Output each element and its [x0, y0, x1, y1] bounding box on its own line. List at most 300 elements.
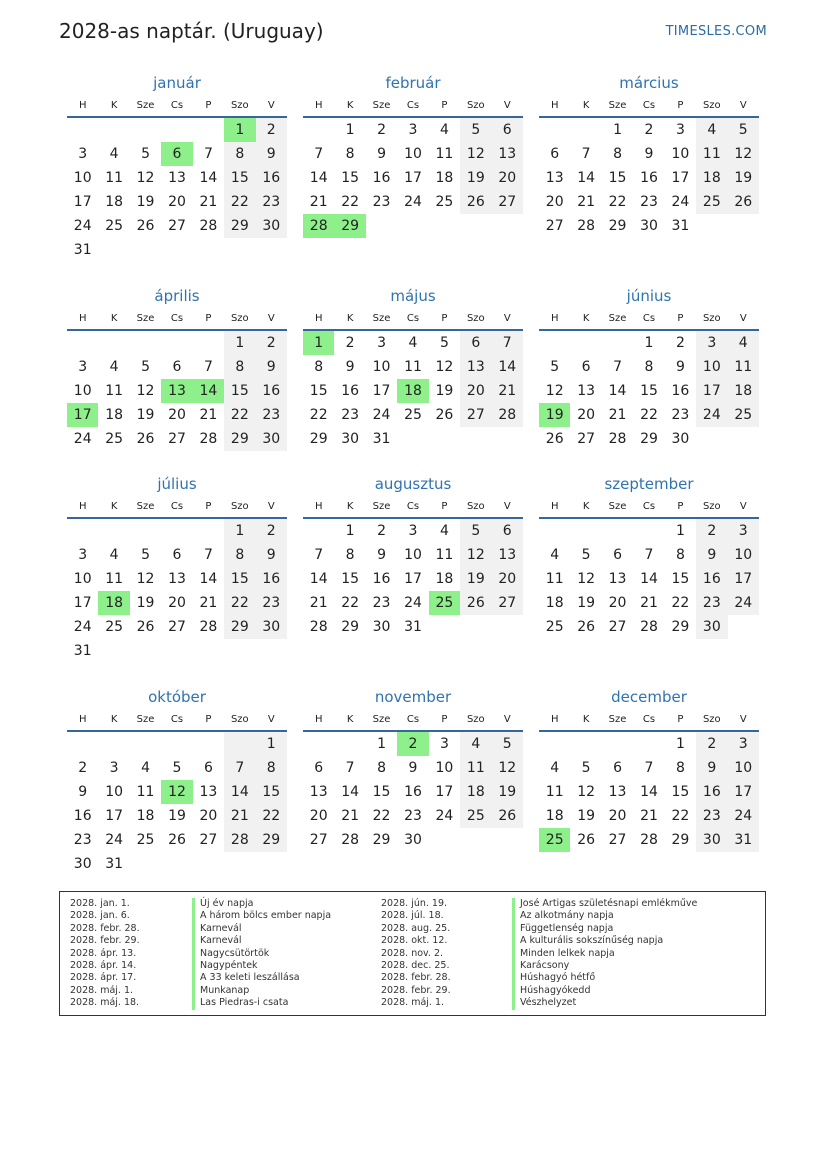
day-cell[interactable]: 31	[105, 856, 124, 872]
day-cell[interactable]: 16	[73, 808, 92, 824]
day-cell[interactable]: 7	[644, 760, 654, 776]
day-cell[interactable]: 14	[309, 170, 328, 186]
day-cell[interactable]: 3	[78, 146, 88, 162]
day-cell[interactable]: 6	[492, 118, 523, 142]
day-cell[interactable]: 14	[309, 571, 328, 587]
holiday-day-cell[interactable]: 2	[397, 732, 428, 756]
day-cell[interactable]: 9	[696, 543, 727, 567]
day-cell[interactable]: 21	[199, 595, 218, 611]
day-cell[interactable]: 23	[256, 190, 287, 214]
day-cell[interactable]: 13	[168, 170, 186, 186]
day-cell[interactable]: 26	[136, 619, 155, 635]
day-cell[interactable]: 1	[675, 523, 685, 539]
day-cell[interactable]: 24	[73, 619, 92, 635]
holiday-day-cell[interactable]: 1	[303, 331, 334, 355]
day-cell[interactable]: 5	[141, 547, 151, 563]
day-cell[interactable]: 3	[408, 122, 418, 138]
day-cell[interactable]: 2	[377, 122, 387, 138]
day-cell[interactable]: 18	[728, 379, 759, 403]
day-cell[interactable]: 5	[581, 760, 591, 776]
day-cell[interactable]: 11	[696, 142, 727, 166]
day-cell[interactable]: 24	[728, 804, 759, 828]
day-cell[interactable]: 14	[224, 780, 255, 804]
day-cell[interactable]: 13	[545, 170, 564, 186]
day-cell[interactable]: 6	[492, 519, 523, 543]
day-cell[interactable]: 20	[492, 166, 523, 190]
site-logo[interactable]: TIMESLES.COM	[665, 24, 767, 39]
day-cell[interactable]: 5	[172, 760, 182, 776]
day-cell[interactable]: 20	[545, 194, 564, 210]
day-cell[interactable]: 27	[168, 431, 186, 447]
day-cell[interactable]: 22	[640, 407, 658, 423]
day-cell[interactable]: 28	[199, 431, 218, 447]
day-cell[interactable]: 5	[141, 146, 151, 162]
day-cell[interactable]: 16	[696, 567, 727, 591]
day-cell[interactable]: 15	[224, 379, 255, 403]
day-cell[interactable]: 12	[136, 571, 155, 587]
day-cell[interactable]: 16	[372, 170, 391, 186]
day-cell[interactable]: 30	[640, 218, 658, 234]
holiday-day-cell[interactable]: 29	[334, 214, 365, 238]
day-cell[interactable]: 8	[345, 146, 355, 162]
day-cell[interactable]: 6	[613, 547, 623, 563]
day-cell[interactable]: 4	[109, 547, 119, 563]
day-cell[interactable]: 7	[203, 146, 213, 162]
day-cell[interactable]: 17	[73, 595, 92, 611]
day-cell[interactable]: 22	[224, 591, 255, 615]
day-cell[interactable]: 23	[696, 591, 727, 615]
day-cell[interactable]: 25	[136, 832, 155, 848]
day-cell[interactable]: 4	[109, 146, 119, 162]
day-cell[interactable]: 11	[105, 571, 124, 587]
holiday-day-cell[interactable]: 28	[303, 214, 334, 238]
day-cell[interactable]: 3	[675, 122, 685, 138]
day-cell[interactable]: 6	[203, 760, 213, 776]
day-cell[interactable]: 16	[256, 567, 287, 591]
day-cell[interactable]: 2	[78, 760, 88, 776]
day-cell[interactable]: 24	[73, 218, 92, 234]
day-cell[interactable]: 11	[435, 547, 454, 563]
day-cell[interactable]: 15	[256, 780, 287, 804]
day-cell[interactable]: 18	[696, 166, 727, 190]
day-cell[interactable]: 6	[581, 359, 591, 375]
day-cell[interactable]: 11	[545, 784, 564, 800]
holiday-day-cell[interactable]: 6	[161, 142, 192, 166]
day-cell[interactable]: 13	[608, 571, 627, 587]
day-cell[interactable]: 7	[314, 547, 324, 563]
day-cell[interactable]: 22	[309, 407, 328, 423]
day-cell[interactable]: 25	[435, 194, 454, 210]
day-cell[interactable]: 4	[460, 732, 491, 756]
day-cell[interactable]: 8	[224, 355, 255, 379]
day-cell[interactable]: 21	[640, 595, 658, 611]
day-cell[interactable]: 27	[545, 218, 564, 234]
day-cell[interactable]: 21	[199, 194, 218, 210]
day-cell[interactable]: 7	[314, 146, 324, 162]
day-cell[interactable]: 12	[492, 756, 523, 780]
day-cell[interactable]: 1	[377, 736, 387, 752]
day-cell[interactable]: 13	[492, 142, 523, 166]
day-cell[interactable]: 10	[671, 146, 690, 162]
holiday-day-cell[interactable]: 1	[224, 118, 255, 142]
day-cell[interactable]: 1	[224, 519, 255, 543]
day-cell[interactable]: 14	[199, 170, 218, 186]
holiday-day-cell[interactable]: 18	[397, 379, 428, 403]
day-cell[interactable]: 14	[577, 170, 596, 186]
day-cell[interactable]: 23	[372, 595, 391, 611]
day-cell[interactable]: 7	[613, 359, 623, 375]
day-cell[interactable]: 28	[608, 431, 627, 447]
day-cell[interactable]: 9	[377, 146, 387, 162]
day-cell[interactable]: 31	[671, 218, 690, 234]
day-cell[interactable]: 30	[404, 832, 422, 848]
day-cell[interactable]: 6	[172, 547, 182, 563]
day-cell[interactable]: 13	[577, 383, 596, 399]
day-cell[interactable]: 22	[671, 595, 690, 611]
day-cell[interactable]: 17	[372, 383, 391, 399]
day-cell[interactable]: 9	[696, 756, 727, 780]
day-cell[interactable]: 10	[696, 355, 727, 379]
day-cell[interactable]: 29	[309, 431, 328, 447]
day-cell[interactable]: 5	[439, 335, 449, 351]
day-cell[interactable]: 30	[256, 214, 287, 238]
day-cell[interactable]: 19	[728, 166, 759, 190]
holiday-day-cell[interactable]: 13	[161, 379, 192, 403]
day-cell[interactable]: 25	[404, 407, 422, 423]
day-cell[interactable]: 23	[256, 591, 287, 615]
day-cell[interactable]: 7	[492, 331, 523, 355]
day-cell[interactable]: 3	[109, 760, 119, 776]
day-cell[interactable]: 23	[341, 407, 360, 423]
day-cell[interactable]: 29	[608, 218, 627, 234]
day-cell[interactable]: 1	[256, 732, 287, 756]
day-cell[interactable]: 27	[608, 832, 627, 848]
day-cell[interactable]: 24	[404, 194, 422, 210]
day-cell[interactable]: 4	[439, 523, 449, 539]
day-cell[interactable]: 22	[224, 403, 255, 427]
day-cell[interactable]: 25	[728, 403, 759, 427]
day-cell[interactable]: 16	[696, 780, 727, 804]
day-cell[interactable]: 19	[435, 383, 454, 399]
day-cell[interactable]: 21	[309, 595, 328, 611]
day-cell[interactable]: 5	[492, 732, 523, 756]
day-cell[interactable]: 28	[199, 218, 218, 234]
day-cell[interactable]: 16	[640, 170, 658, 186]
day-cell[interactable]: 20	[168, 194, 186, 210]
day-cell[interactable]: 9	[408, 760, 418, 776]
day-cell[interactable]: 8	[256, 756, 287, 780]
day-cell[interactable]: 16	[341, 383, 360, 399]
day-cell[interactable]: 15	[608, 170, 627, 186]
holiday-day-cell[interactable]: 17	[67, 403, 98, 427]
day-cell[interactable]: 20	[577, 407, 596, 423]
day-cell[interactable]: 25	[105, 218, 124, 234]
day-cell[interactable]: 21	[224, 804, 255, 828]
day-cell[interactable]: 11	[435, 146, 454, 162]
day-cell[interactable]: 4	[141, 760, 151, 776]
day-cell[interactable]: 28	[640, 619, 658, 635]
day-cell[interactable]: 26	[435, 407, 454, 423]
day-cell[interactable]: 30	[372, 619, 391, 635]
day-cell[interactable]: 13	[309, 784, 328, 800]
day-cell[interactable]: 25	[460, 804, 491, 828]
day-cell[interactable]: 14	[640, 571, 658, 587]
day-cell[interactable]: 30	[256, 427, 287, 451]
day-cell[interactable]: 27	[608, 619, 627, 635]
day-cell[interactable]: 10	[73, 571, 92, 587]
day-cell[interactable]: 9	[644, 146, 654, 162]
day-cell[interactable]: 24	[404, 595, 422, 611]
day-cell[interactable]: 21	[199, 407, 218, 423]
day-cell[interactable]: 2	[696, 732, 727, 756]
day-cell[interactable]: 9	[675, 359, 685, 375]
day-cell[interactable]: 7	[203, 359, 213, 375]
day-cell[interactable]: 2	[377, 523, 387, 539]
holiday-day-cell[interactable]: 14	[193, 379, 224, 403]
holiday-day-cell[interactable]: 25	[429, 591, 460, 615]
day-cell[interactable]: 29	[372, 832, 391, 848]
day-cell[interactable]: 18	[545, 808, 564, 824]
day-cell[interactable]: 23	[256, 403, 287, 427]
day-cell[interactable]: 20	[168, 407, 186, 423]
day-cell[interactable]: 29	[671, 832, 690, 848]
day-cell[interactable]: 1	[345, 122, 355, 138]
day-cell[interactable]: 29	[224, 615, 255, 639]
day-cell[interactable]: 3	[439, 736, 449, 752]
day-cell[interactable]: 25	[545, 619, 564, 635]
day-cell[interactable]: 4	[109, 359, 119, 375]
day-cell[interactable]: 15	[224, 166, 255, 190]
day-cell[interactable]: 27	[309, 832, 328, 848]
day-cell[interactable]: 12	[577, 571, 596, 587]
day-cell[interactable]: 12	[136, 170, 155, 186]
day-cell[interactable]: 29	[256, 828, 287, 852]
day-cell[interactable]: 30	[73, 856, 92, 872]
holiday-day-cell[interactable]: 12	[161, 780, 192, 804]
day-cell[interactable]: 4	[408, 335, 418, 351]
day-cell[interactable]: 17	[404, 571, 422, 587]
day-cell[interactable]: 3	[728, 732, 759, 756]
day-cell[interactable]: 2	[696, 519, 727, 543]
day-cell[interactable]: 17	[671, 170, 690, 186]
day-cell[interactable]: 21	[577, 194, 596, 210]
day-cell[interactable]: 19	[136, 194, 155, 210]
day-cell[interactable]: 15	[671, 784, 690, 800]
day-cell[interactable]: 5	[460, 118, 491, 142]
day-cell[interactable]: 10	[73, 170, 92, 186]
day-cell[interactable]: 31	[404, 619, 422, 635]
day-cell[interactable]: 26	[728, 190, 759, 214]
day-cell[interactable]: 9	[256, 355, 287, 379]
day-cell[interactable]: 29	[640, 431, 658, 447]
day-cell[interactable]: 10	[728, 756, 759, 780]
day-cell[interactable]: 14	[492, 355, 523, 379]
day-cell[interactable]: 24	[372, 407, 391, 423]
day-cell[interactable]: 21	[341, 808, 360, 824]
day-cell[interactable]: 9	[377, 547, 387, 563]
day-cell[interactable]: 11	[728, 355, 759, 379]
day-cell[interactable]: 7	[345, 760, 355, 776]
day-cell[interactable]: 23	[696, 804, 727, 828]
day-cell[interactable]: 19	[136, 595, 155, 611]
day-cell[interactable]: 18	[136, 808, 155, 824]
day-cell[interactable]: 19	[577, 808, 596, 824]
day-cell[interactable]: 27	[577, 431, 596, 447]
day-cell[interactable]: 15	[341, 170, 360, 186]
day-cell[interactable]: 5	[141, 359, 151, 375]
day-cell[interactable]: 26	[492, 804, 523, 828]
day-cell[interactable]: 26	[136, 431, 155, 447]
day-cell[interactable]: 28	[224, 828, 255, 852]
day-cell[interactable]: 1	[675, 736, 685, 752]
day-cell[interactable]: 27	[492, 190, 523, 214]
day-cell[interactable]: 14	[640, 784, 658, 800]
day-cell[interactable]: 22	[608, 194, 627, 210]
holiday-day-cell[interactable]: 25	[539, 828, 570, 852]
day-cell[interactable]: 12	[460, 142, 491, 166]
day-cell[interactable]: 8	[377, 760, 387, 776]
day-cell[interactable]: 1	[613, 122, 623, 138]
day-cell[interactable]: 29	[224, 427, 255, 451]
day-cell[interactable]: 29	[224, 214, 255, 238]
day-cell[interactable]: 1	[224, 331, 255, 355]
day-cell[interactable]: 8	[345, 547, 355, 563]
day-cell[interactable]: 27	[492, 591, 523, 615]
day-cell[interactable]: 20	[608, 808, 627, 824]
day-cell[interactable]: 2	[345, 335, 355, 351]
day-cell[interactable]: 20	[608, 595, 627, 611]
day-cell[interactable]: 10	[105, 784, 124, 800]
day-cell[interactable]: 19	[460, 166, 491, 190]
day-cell[interactable]: 24	[73, 431, 92, 447]
holiday-day-cell[interactable]: 19	[539, 403, 570, 427]
day-cell[interactable]: 21	[640, 808, 658, 824]
day-cell[interactable]: 27	[199, 832, 218, 848]
day-cell[interactable]: 24	[671, 194, 690, 210]
day-cell[interactable]: 18	[545, 595, 564, 611]
day-cell[interactable]: 17	[728, 780, 759, 804]
day-cell[interactable]: 22	[372, 808, 391, 824]
day-cell[interactable]: 23	[671, 407, 690, 423]
day-cell[interactable]: 4	[728, 331, 759, 355]
day-cell[interactable]: 5	[728, 118, 759, 142]
day-cell[interactable]: 15	[224, 567, 255, 591]
day-cell[interactable]: 18	[435, 571, 454, 587]
holiday-day-cell[interactable]: 18	[98, 591, 129, 615]
day-cell[interactable]: 5	[460, 519, 491, 543]
day-cell[interactable]: 21	[309, 194, 328, 210]
day-cell[interactable]: 18	[105, 194, 124, 210]
day-cell[interactable]: 17	[728, 567, 759, 591]
day-cell[interactable]: 23	[640, 194, 658, 210]
day-cell[interactable]: 9	[345, 359, 355, 375]
day-cell[interactable]: 1	[345, 523, 355, 539]
day-cell[interactable]: 13	[168, 571, 186, 587]
day-cell[interactable]: 25	[696, 190, 727, 214]
day-cell[interactable]: 5	[581, 547, 591, 563]
day-cell[interactable]: 11	[545, 571, 564, 587]
day-cell[interactable]: 28	[341, 832, 360, 848]
day-cell[interactable]: 25	[105, 619, 124, 635]
day-cell[interactable]: 28	[309, 619, 328, 635]
day-cell[interactable]: 11	[460, 756, 491, 780]
day-cell[interactable]: 21	[492, 379, 523, 403]
day-cell[interactable]: 8	[613, 146, 623, 162]
day-cell[interactable]: 13	[460, 355, 491, 379]
day-cell[interactable]: 31	[73, 643, 92, 659]
day-cell[interactable]: 17	[105, 808, 124, 824]
day-cell[interactable]: 22	[341, 194, 360, 210]
day-cell[interactable]: 6	[172, 359, 182, 375]
day-cell[interactable]: 22	[671, 808, 690, 824]
day-cell[interactable]: 26	[460, 190, 491, 214]
day-cell[interactable]: 16	[404, 784, 422, 800]
day-cell[interactable]: 30	[696, 615, 727, 639]
day-cell[interactable]: 7	[203, 547, 213, 563]
day-cell[interactable]: 26	[460, 591, 491, 615]
day-cell[interactable]: 16	[256, 166, 287, 190]
day-cell[interactable]: 8	[314, 359, 324, 375]
day-cell[interactable]: 26	[577, 832, 596, 848]
day-cell[interactable]: 13	[608, 784, 627, 800]
day-cell[interactable]: 15	[309, 383, 328, 399]
day-cell[interactable]: 15	[671, 571, 690, 587]
day-cell[interactable]: 19	[168, 808, 186, 824]
day-cell[interactable]: 8	[644, 359, 654, 375]
day-cell[interactable]: 25	[105, 431, 124, 447]
day-cell[interactable]: 3	[78, 359, 88, 375]
day-cell[interactable]: 7	[644, 547, 654, 563]
day-cell[interactable]: 14	[341, 784, 360, 800]
day-cell[interactable]: 5	[550, 359, 560, 375]
day-cell[interactable]: 12	[577, 784, 596, 800]
day-cell[interactable]: 31	[372, 431, 391, 447]
day-cell[interactable]: 29	[341, 619, 360, 635]
day-cell[interactable]: 4	[550, 760, 560, 776]
day-cell[interactable]: 13	[199, 784, 218, 800]
day-cell[interactable]: 6	[314, 760, 324, 776]
day-cell[interactable]: 11	[105, 170, 124, 186]
day-cell[interactable]: 26	[168, 832, 186, 848]
day-cell[interactable]: 28	[577, 218, 596, 234]
day-cell[interactable]: 10	[435, 760, 454, 776]
day-cell[interactable]: 11	[136, 784, 155, 800]
day-cell[interactable]: 26	[545, 431, 564, 447]
day-cell[interactable]: 24	[105, 832, 124, 848]
day-cell[interactable]: 1	[644, 335, 654, 351]
day-cell[interactable]: 27	[168, 218, 186, 234]
day-cell[interactable]: 27	[168, 619, 186, 635]
day-cell[interactable]: 19	[492, 780, 523, 804]
day-cell[interactable]: 8	[224, 142, 255, 166]
day-cell[interactable]: 20	[460, 379, 491, 403]
day-cell[interactable]: 17	[73, 194, 92, 210]
day-cell[interactable]: 28	[492, 403, 523, 427]
day-cell[interactable]: 23	[372, 194, 391, 210]
day-cell[interactable]: 7	[581, 146, 591, 162]
day-cell[interactable]: 4	[696, 118, 727, 142]
day-cell[interactable]: 6	[613, 760, 623, 776]
day-cell[interactable]: 9	[256, 543, 287, 567]
day-cell[interactable]: 24	[728, 591, 759, 615]
day-cell[interactable]: 12	[435, 359, 454, 375]
day-cell[interactable]: 30	[671, 431, 690, 447]
day-cell[interactable]: 20	[168, 595, 186, 611]
day-cell[interactable]: 4	[550, 547, 560, 563]
day-cell[interactable]: 9	[256, 142, 287, 166]
day-cell[interactable]: 20	[199, 808, 218, 824]
day-cell[interactable]: 30	[696, 828, 727, 852]
